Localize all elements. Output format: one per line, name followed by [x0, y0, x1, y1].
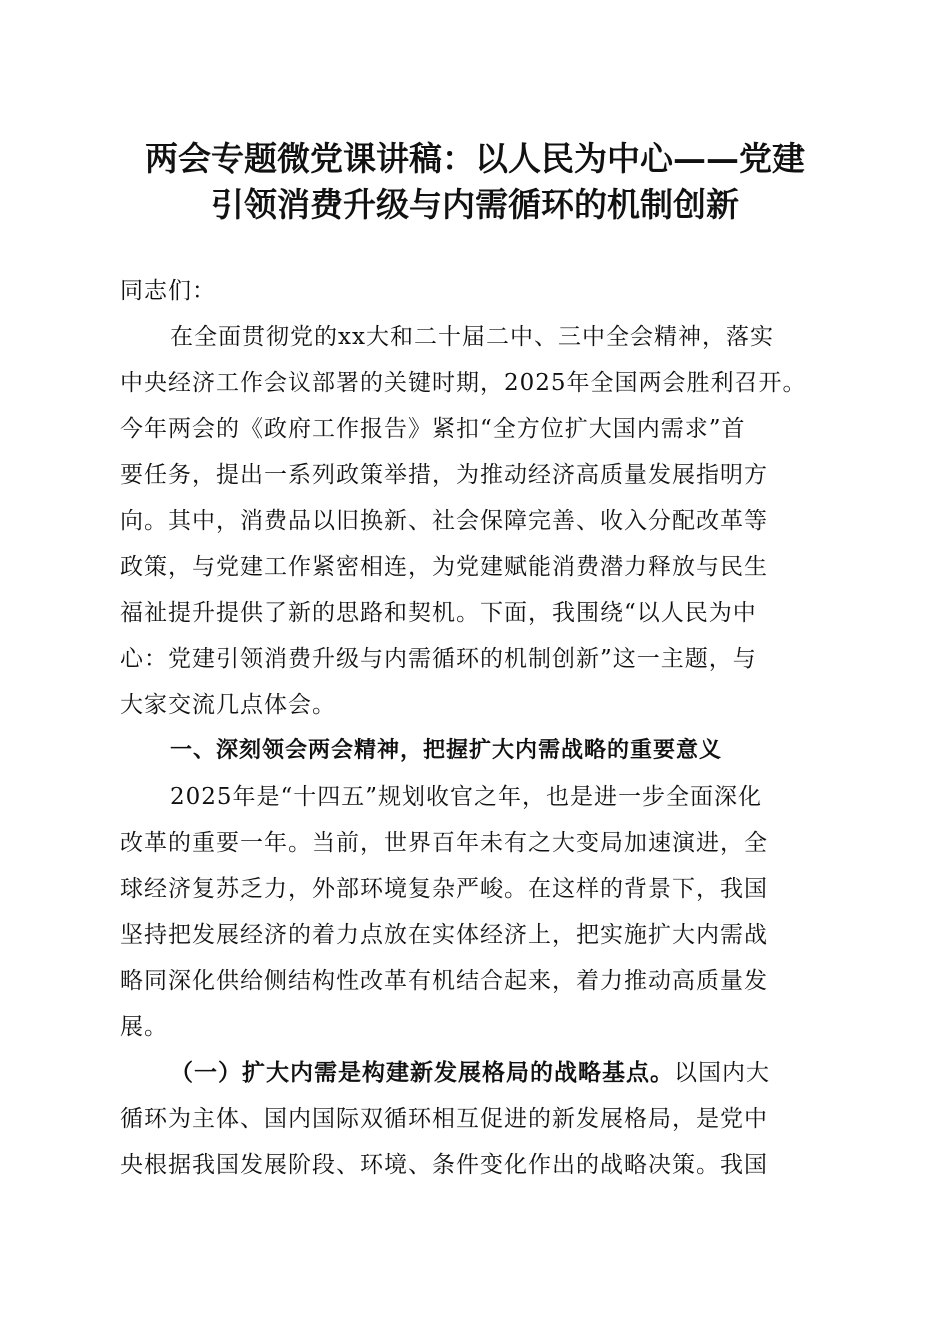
- subsection1-line: 央根据我国发展阶段、环境、条件变化作出的战略决策。我国: [120, 1152, 768, 1178]
- intro-line: 今年两会的《政府工作报告》紧扣“全方位扩大国内需求”首: [120, 416, 746, 442]
- document-body: [120, 268, 820, 1188]
- intro-line: 在全面贯彻党的xx大和二十届二中、三中全会精神，落实: [170, 324, 774, 350]
- section1-line: 球经济复苏乏力，外部环境复杂严峻。在这样的背景下，我国: [120, 876, 768, 902]
- section1-line: 改革的重要一年。当前，世界百年未有之大变局加速演进，全: [120, 830, 768, 856]
- subsection1-line: 循环为主体、国内国际双循环相互促进的新发展格局，是党中: [120, 1106, 768, 1132]
- intro-line: 心：党建引领消费升级与内需循环的机制创新”这一主题，与: [120, 646, 757, 672]
- intro-line: 中央经济工作会议部署的关键时期，2025年全国两会胜利召开。: [120, 370, 807, 396]
- section1-line: 2025年是“十四五”规划收官之年，也是进一步全面深化: [170, 784, 763, 810]
- section1-line: 坚持把发展经济的着力点放在实体经济上，把实施扩大内需战: [120, 922, 768, 948]
- subsection-heading-1: （一）扩大内需是构建新发展格局的战略基点。: [170, 1059, 674, 1086]
- section1-line: 略同深化供给侧结构性改革有机结合起来，着力推动高质量发: [120, 968, 768, 994]
- intro-line: 大家交流几点体会。: [120, 692, 336, 718]
- title-line-2: 引领消费升级与内需循环的机制创新: [211, 185, 739, 224]
- intro-line: 福祉提升提供了新的思路和契机。下面，我围绕“以人民为中: [120, 600, 757, 626]
- salutation: 同志们：: [120, 278, 216, 304]
- document-title: [100, 136, 850, 228]
- intro-line: 要任务，提出一系列政策举措，为推动经济高质量发展指明方: [120, 462, 768, 488]
- intro-line: 政策，与党建工作紧密相连，为党建赋能消费潜力释放与民生: [120, 554, 768, 580]
- title-line-1: 两会专题微党课讲稿：以人民为中心——党建: [145, 139, 805, 178]
- subsection1-first-line: [120, 1050, 820, 1096]
- section1-line: 展。: [120, 1014, 168, 1040]
- subsection1-text: 以国内大: [674, 1060, 770, 1086]
- section-heading-1: 一、深刻领会两会精神，把握扩大内需战略的重要意义: [170, 738, 723, 763]
- intro-line: 向。其中，消费品以旧换新、社会保障完善、收入分配改革等: [120, 508, 768, 534]
